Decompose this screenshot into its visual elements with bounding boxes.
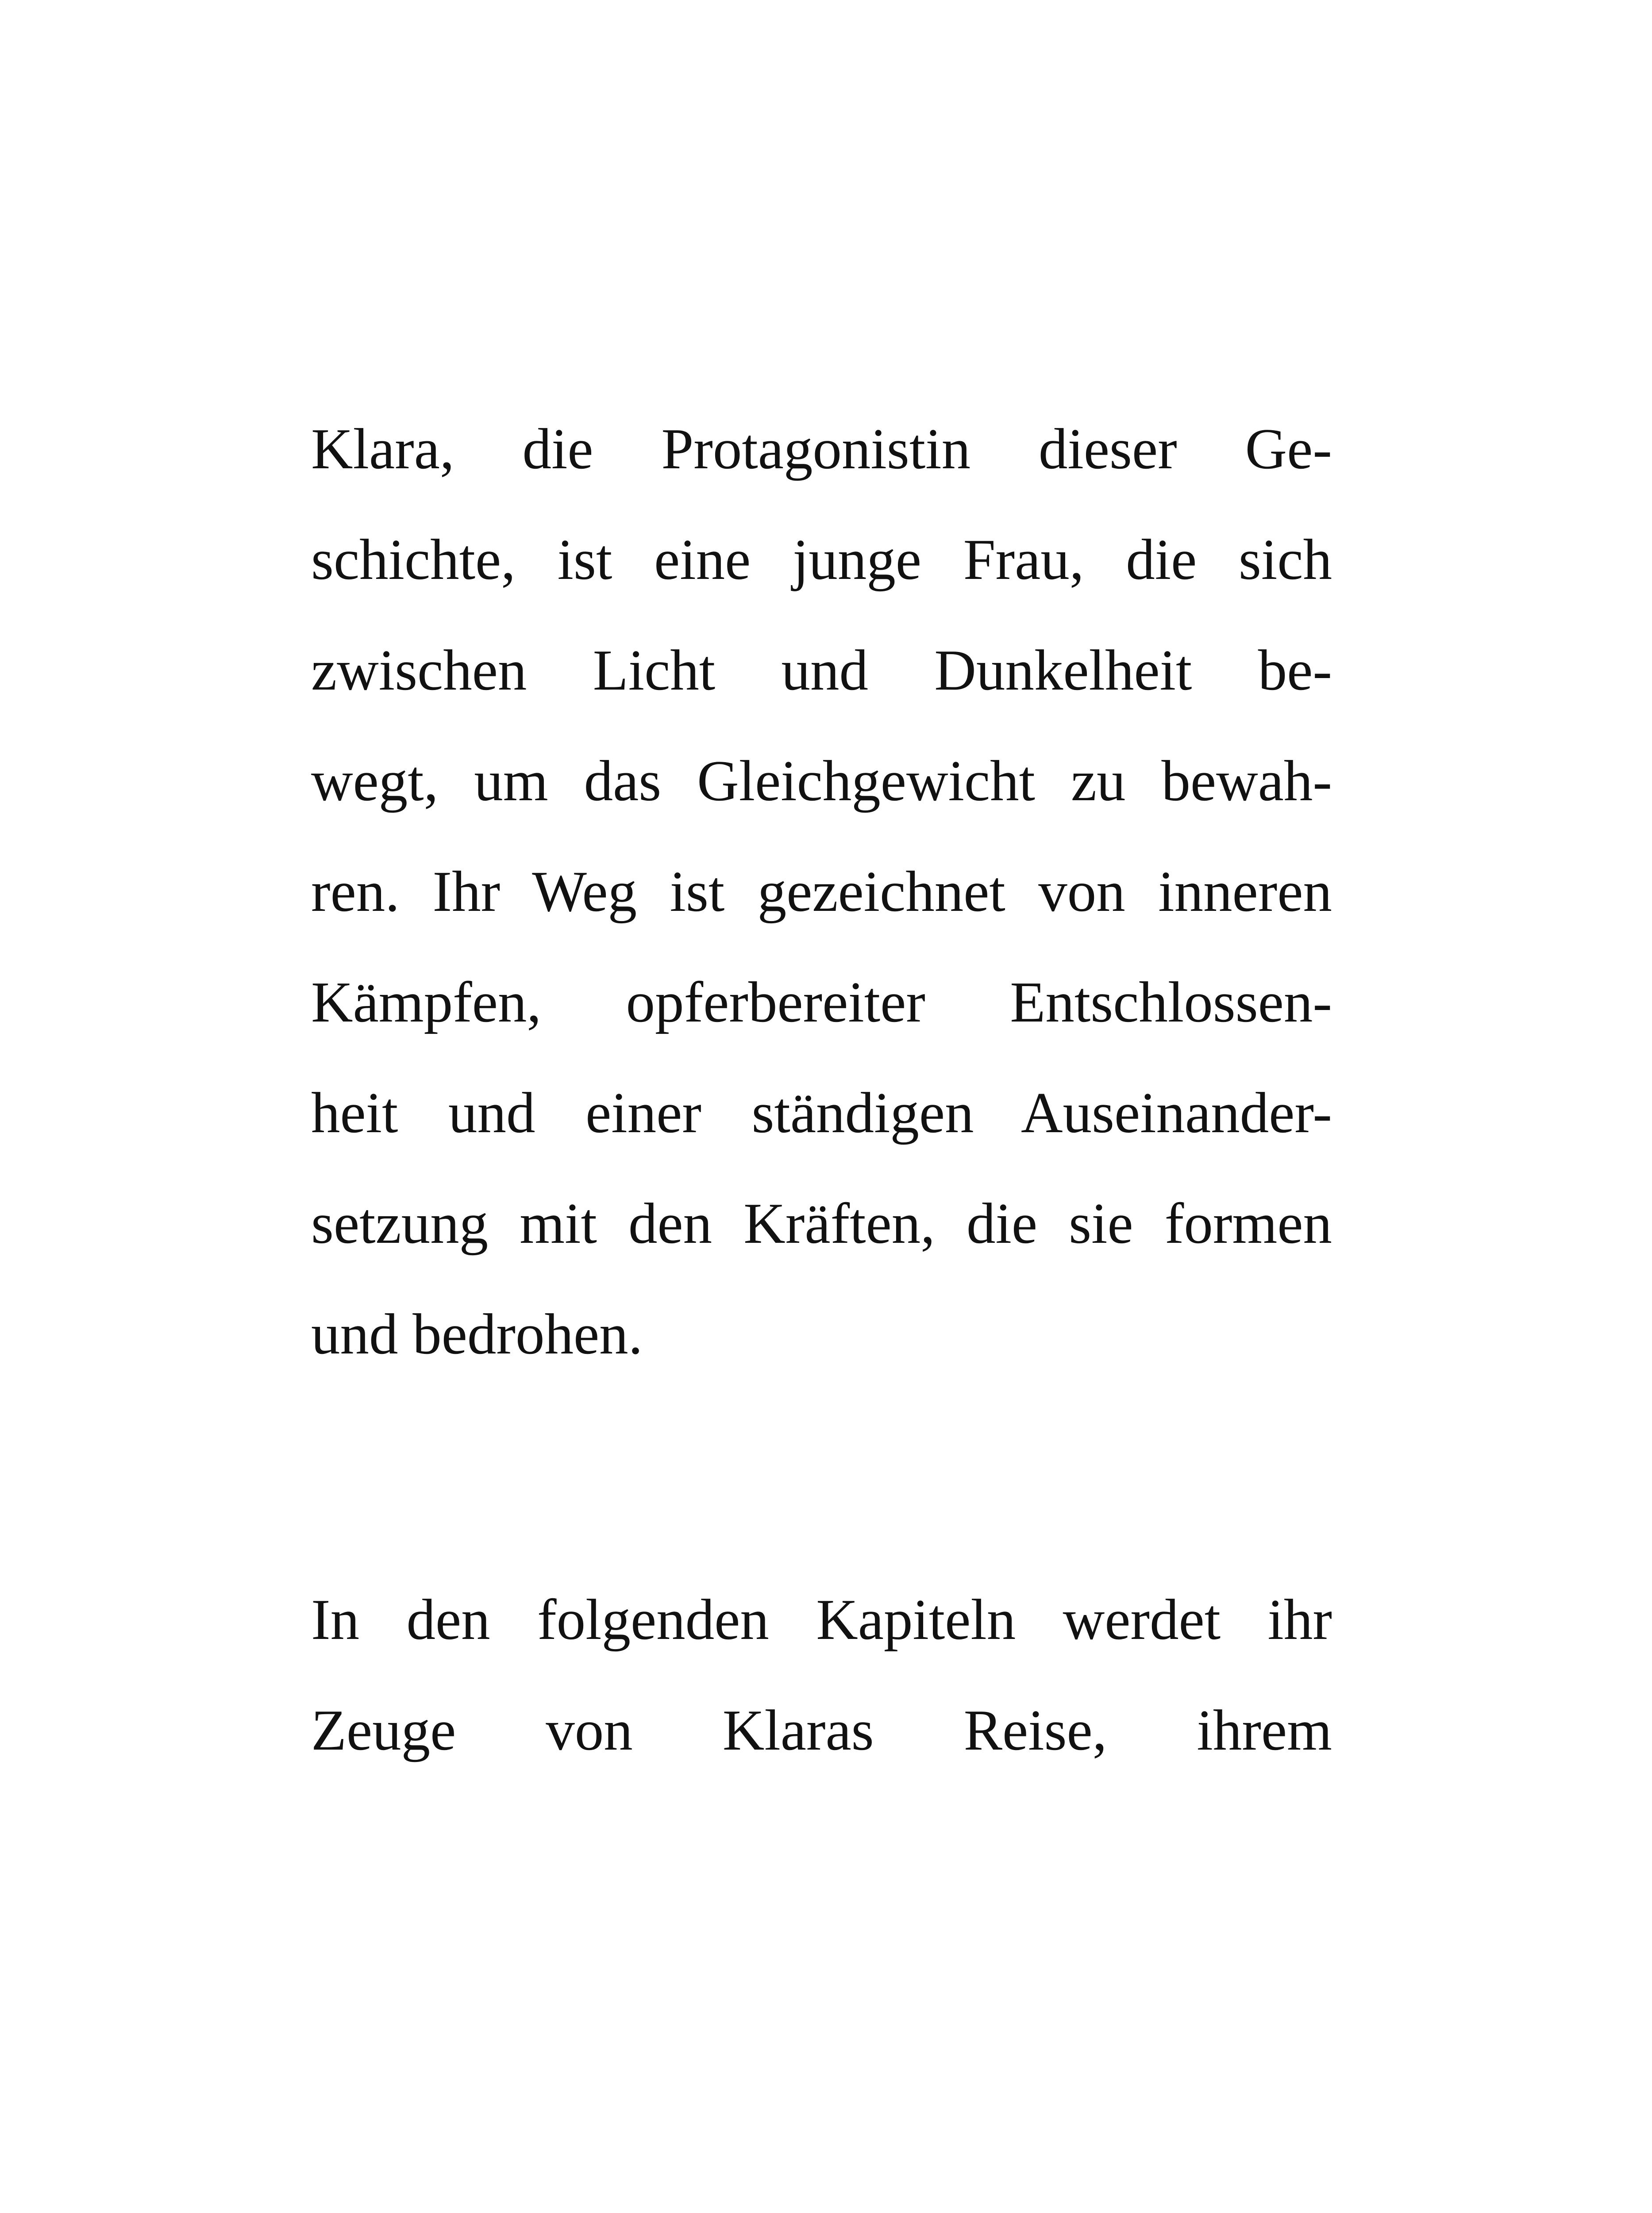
text-line: Zeuge von Klaras Reise, ihrem xyxy=(311,1698,1332,1762)
text-line: Klara, die Protagonistin dieser Ge- xyxy=(311,417,1332,481)
text-line: heit und einer ständigen Auseinander- xyxy=(311,1081,1332,1145)
text-line: setzung mit den Kräften, die sie formen xyxy=(311,1191,1332,1256)
text-line: schichte, ist eine junge Frau, die sich xyxy=(311,528,1332,592)
text-line: Kämpfen, opferbereiter Entschlossen- xyxy=(311,970,1332,1034)
text-line: ren. Ihr Weg ist gezeichnet von inneren xyxy=(311,860,1332,924)
text-line: und bedrohen. xyxy=(311,1302,643,1366)
text-line: zwischen Licht und Dunkelheit be- xyxy=(311,638,1332,702)
text-line: wegt, um das Gleichgewicht zu bewah- xyxy=(311,749,1332,813)
text-line: In den folgenden Kapiteln werdet ihr xyxy=(311,1588,1332,1652)
